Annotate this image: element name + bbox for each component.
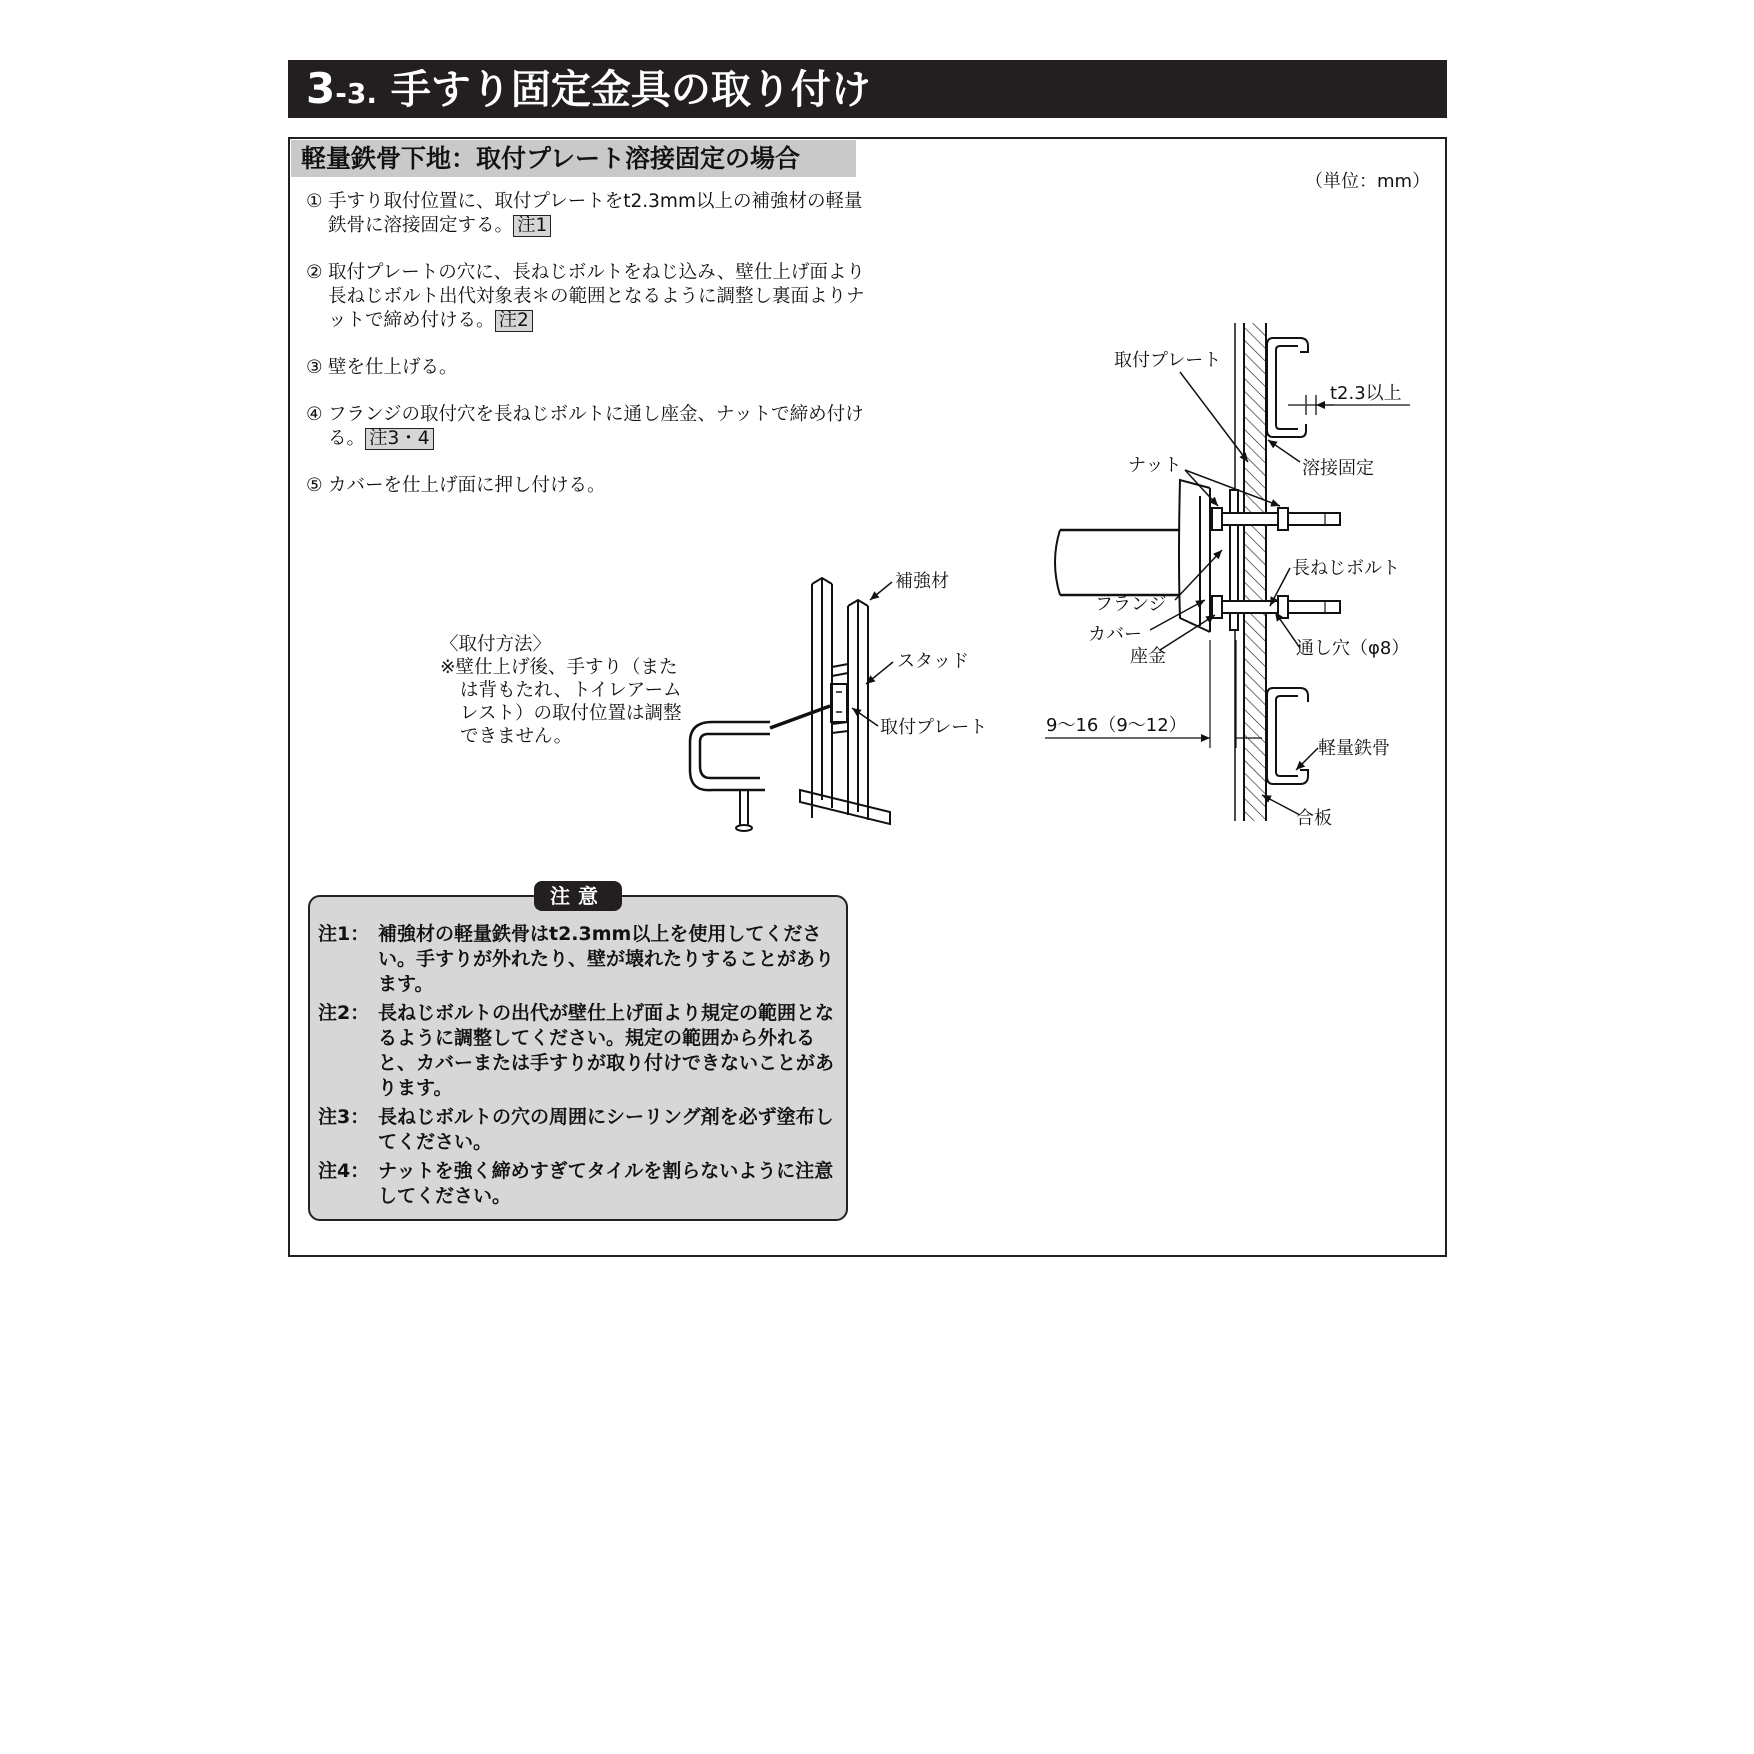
label-plate: 取付プレート	[1114, 350, 1222, 371]
label-stud: スタッド	[897, 651, 969, 672]
step-text: 手すり取付位置に、取付プレートをt2.3mm以上の補強材の軽量鉄骨に溶接固定する。	[328, 191, 863, 236]
caution-list	[318, 922, 838, 1213]
label-light-steel: 軽量鉄骨	[1318, 738, 1390, 759]
step-text: 取付プレートの穴に、長ねじボルトをねじ込み、壁仕上げ面より長ねじボルト出代対象表＊の範囲となるように調整し裏面よりナットで締め付ける。	[328, 262, 865, 331]
section-heading: 軽量鉄骨下地：取付プレート溶接固定の場合	[291, 140, 856, 177]
note-tag: 注3・4	[365, 428, 434, 450]
caution-item-3	[318, 1105, 838, 1155]
label-washer: 座金	[1130, 646, 1166, 667]
caution-key: 注3：	[318, 1106, 370, 1128]
label-thickness: t2.3以上	[1330, 383, 1402, 404]
caution-key: 注4：	[318, 1160, 370, 1182]
label-mounting-plate: 取付プレート	[880, 717, 988, 738]
step-number: ①	[306, 191, 323, 212]
caution-text: 補強材の軽量鉄骨はt2.3mm以上を使用してください。手すりが外れたり、壁が壊れたりすることがあります。	[378, 923, 835, 995]
label-bolt: 長ねじボルト	[1292, 558, 1400, 579]
step-number: ⑤	[306, 475, 323, 496]
caution-key: 注2：	[318, 1002, 370, 1024]
method-heading: 〈取付方法〉	[440, 634, 552, 655]
step-text: フランジの取付穴を長ねじボルトに通し座金、ナットで締め付ける。	[328, 404, 864, 449]
method-note-text: ※壁仕上げ後、手すり（または背もたれ、トイレアームレスト）の取付位置は調整できません。	[440, 657, 682, 747]
section-number: 3	[306, 64, 336, 113]
isometric-frame-diagram	[690, 578, 893, 831]
step-text: カバーを仕上げ面に押し付ける。	[328, 475, 606, 496]
label-weld: 溶接固定	[1302, 458, 1374, 479]
label-reinforcement: 補強材	[895, 571, 949, 592]
note-tag: 注1	[513, 215, 551, 237]
note-tag: 注2	[495, 310, 533, 332]
label-plywood: 合板	[1296, 808, 1332, 829]
label-through-hole: 通し穴（φ8）	[1296, 638, 1410, 659]
caution-item-1	[318, 922, 838, 997]
caution-item-4	[318, 1159, 838, 1209]
caution-item-2	[318, 1001, 838, 1101]
page-title-text: 手すり固定金具の取り付け	[390, 67, 871, 113]
caution-text: 長ねじボルトの穴の周囲にシーリング剤を必ず塗布してください。	[378, 1106, 834, 1153]
step-number: ②	[306, 262, 323, 283]
unit-label: （単位：mm）	[1305, 171, 1431, 192]
step-number: ④	[306, 404, 323, 425]
section-number-sub: -3.	[335, 77, 377, 110]
label-cover: カバー	[1088, 624, 1142, 645]
step-text: 壁を仕上げる。	[328, 357, 458, 378]
caution-text: ナットを強く締めすぎてタイルを割らないように注意してください。	[378, 1160, 834, 1207]
caution-heading: 注意	[534, 881, 622, 911]
label-nut: ナット	[1128, 455, 1182, 476]
caution-text: 長ねじボルトの出代が壁仕上げ面より規定の範囲となるように調整してください。規定の範囲から外れると、カバーまたは手すりが取り付けできないことがあります。	[378, 1002, 835, 1099]
caution-key: 注1：	[318, 923, 370, 945]
label-dimension: 9～16（9～12）	[1046, 715, 1187, 736]
label-flange: フランジ	[1095, 594, 1167, 615]
step-number: ③	[306, 357, 323, 378]
